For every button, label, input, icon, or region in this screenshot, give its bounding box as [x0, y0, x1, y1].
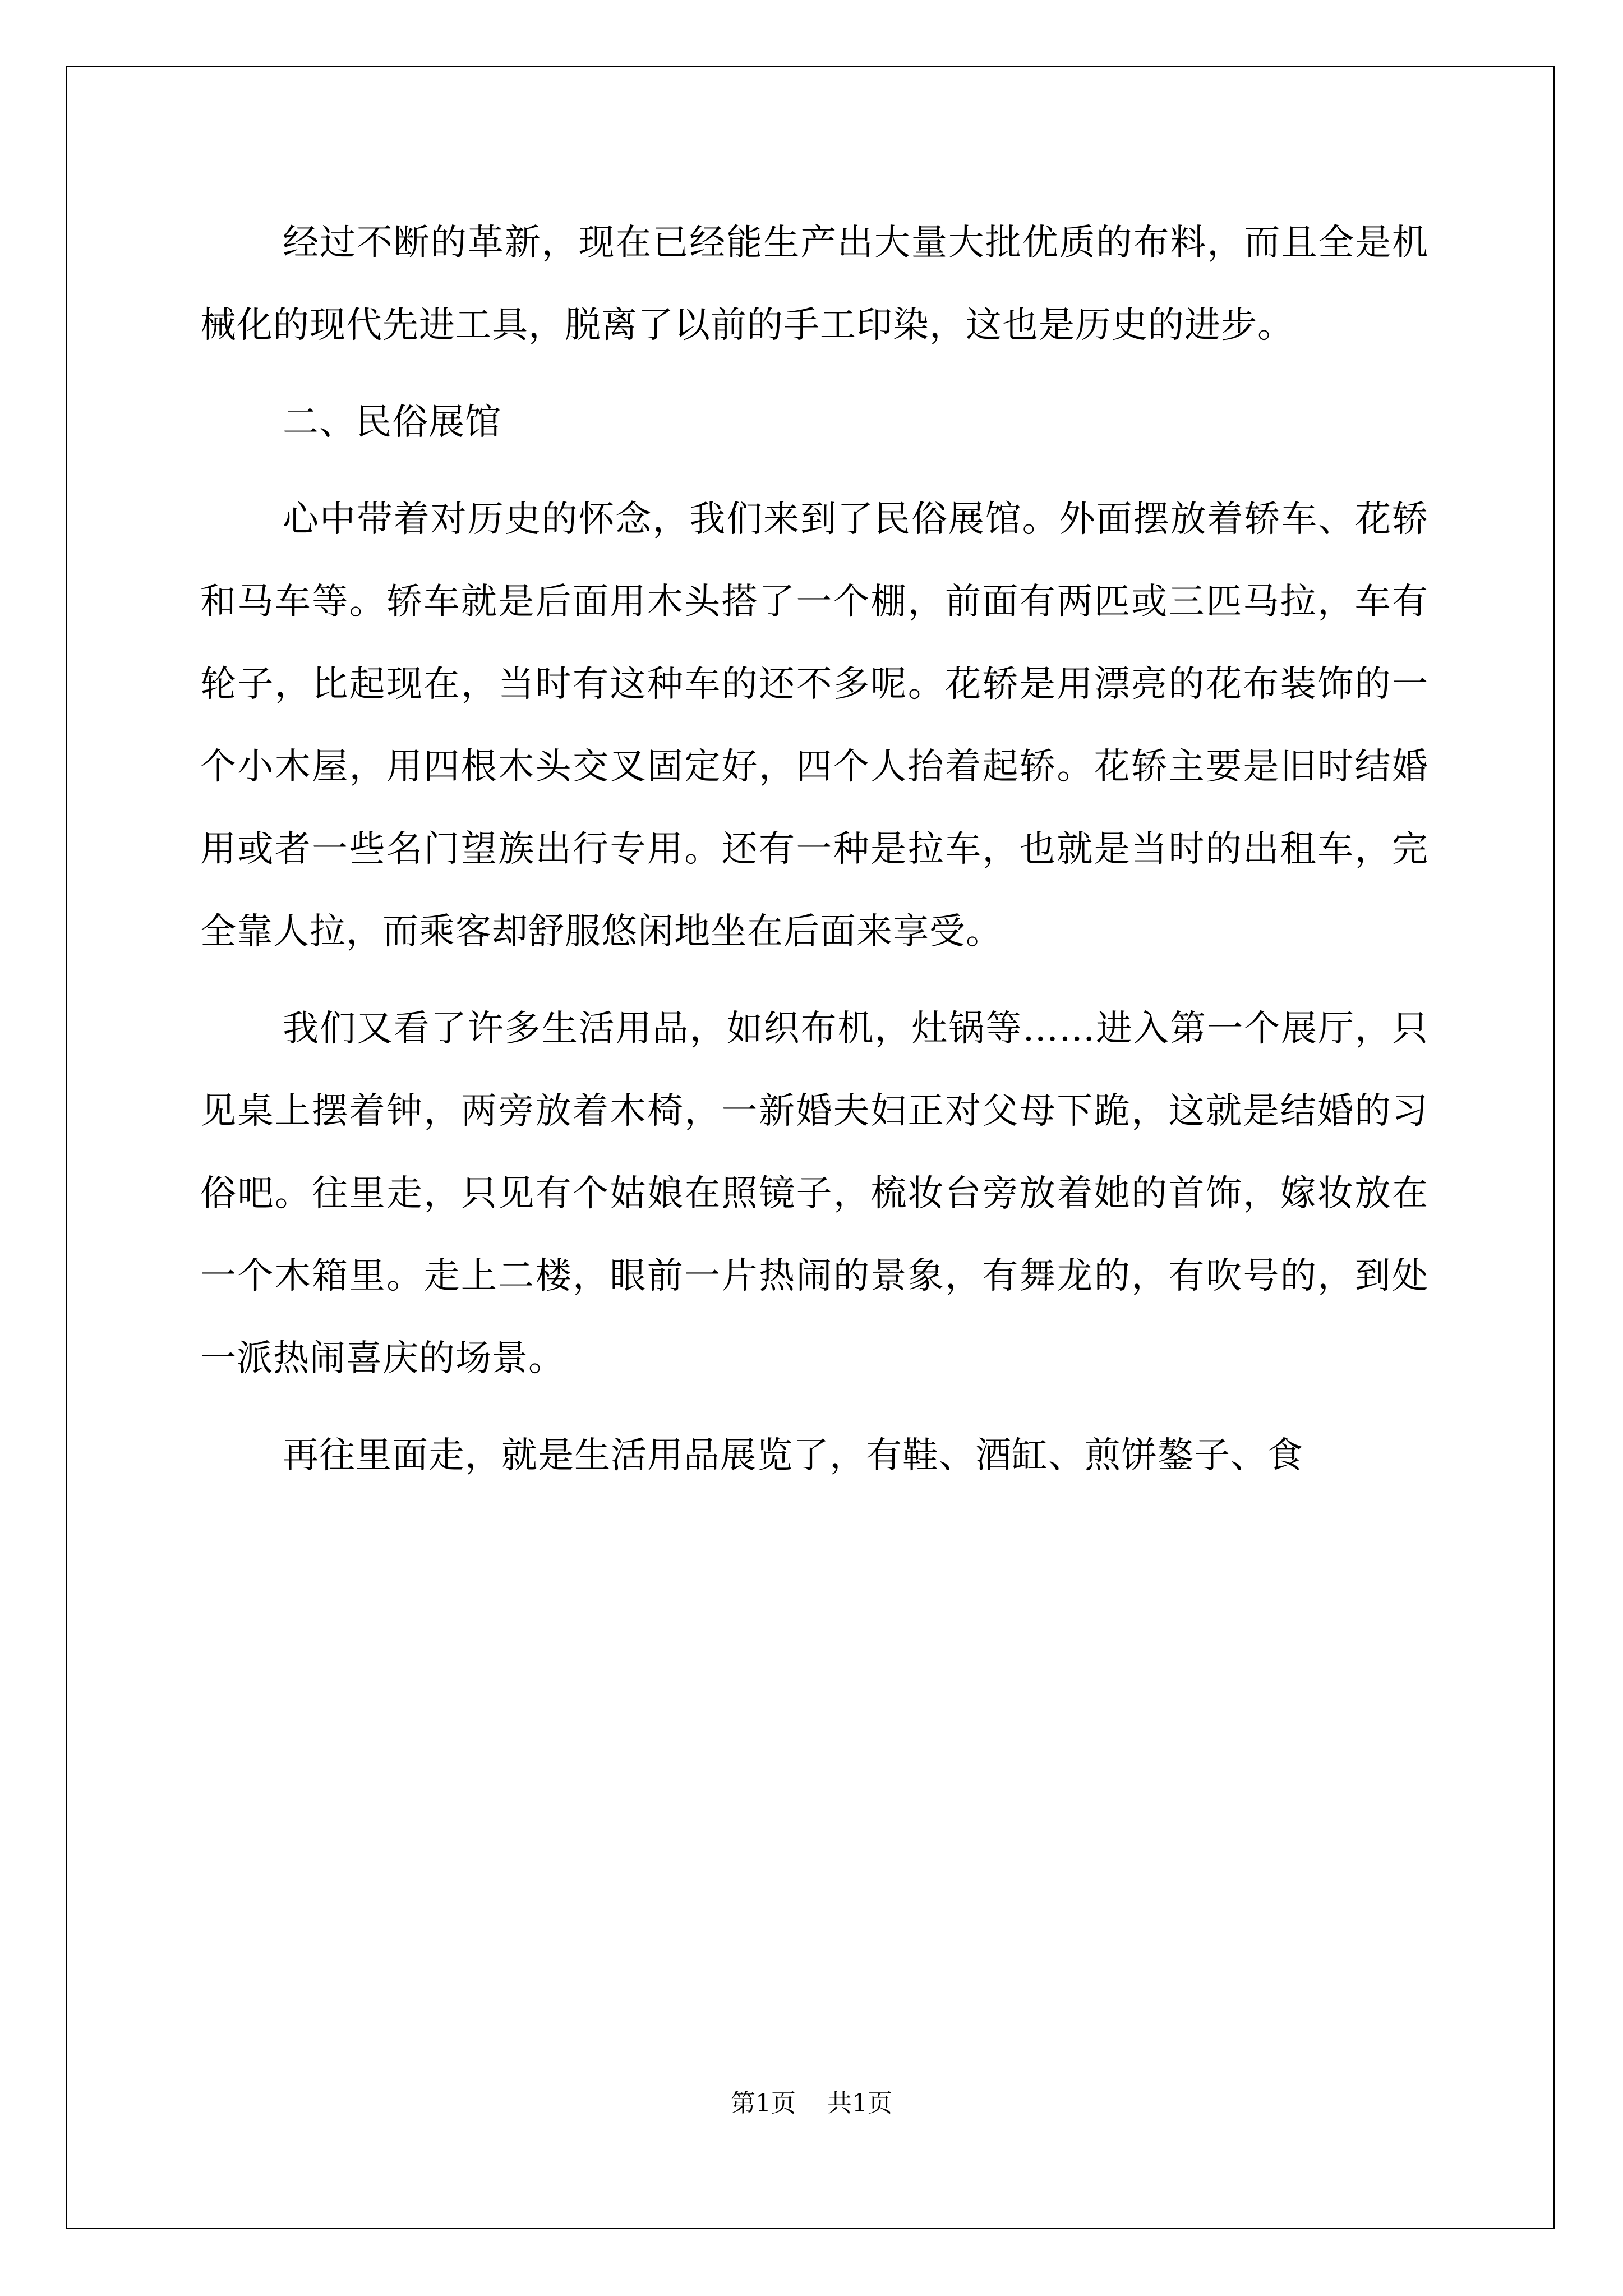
document-body — [200, 202, 1428, 1512]
paragraph-fabric-progress: 经过不断的革新，现在已经能生产出大量大批优质的布料，而且全是机械化的现代先进工具，脱离了以前的手工印染，这也是历史的进步。 — [200, 222, 1428, 346]
paragraph-carriages: 心中带着对历史的怀念，我们来到了民俗展馆。外面摆放着轿车、花轿和马车等。轿车就是后面用木头搭了一个棚，前面有两匹或三匹马拉，车有轮子，比起现在，当时有这种车的还不多呢。花轿是用漂亮的花布装饰的一个小木屋，用四根木头交叉固定好，四个人抬着起轿。花轿主要是旧时结婚用或者一些名门望族出行专用。还有一种是拉车，也就是当时的出租车，完全靠人拉，而乘客却舒服悠闲地坐在后面来享受。 — [200, 499, 1428, 953]
section-heading-folk-museum: 二、民俗展馆 — [283, 402, 501, 443]
paragraph-daily-goods: 再往里面走，就是生活用品展览了，有鞋、酒缸、煎饼鏊子、食 — [283, 1435, 1303, 1476]
paragraph-exhibition-halls: 我们又看了许多生活用品，如织布机，灶锅等……进入第一个展厅，只见桌上摆着钟，两旁放着木椅，一新婚夫妇正对父母下跪，这就是结婚的习俗吧。往里走，只见有个姑娘在照镜子，梳妆台旁放着她的首饰，嫁妆放在一个木箱里。走上二楼，眼前一片热闹的景象，有舞龙的，有吹号的，到处一派热闹喜庆的场景。 — [200, 1008, 1428, 1379]
page-number-footer: 第1页 共1页 — [731, 2089, 892, 2118]
